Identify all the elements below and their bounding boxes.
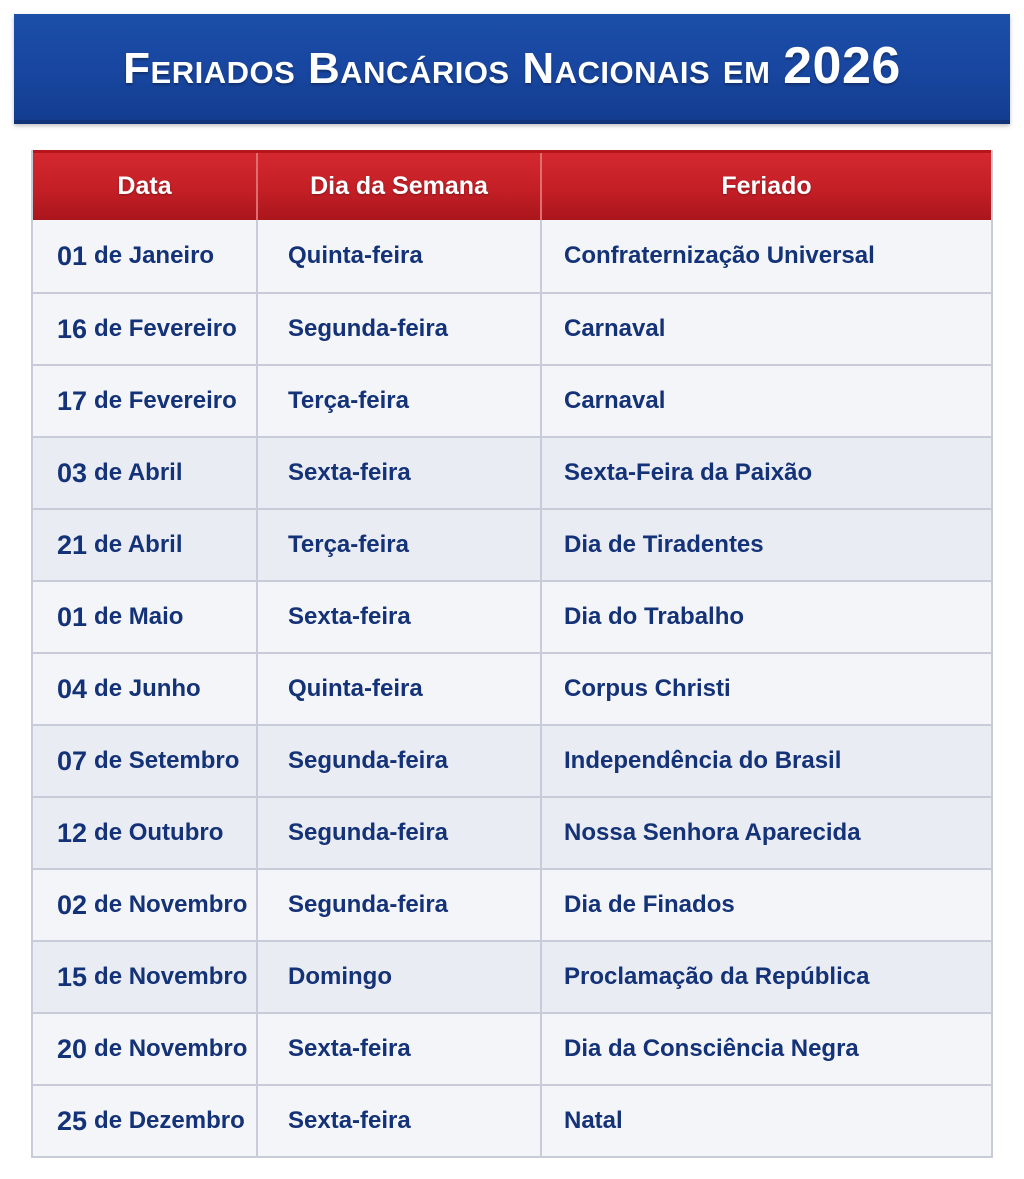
date-month: de Abril xyxy=(94,459,183,486)
date-day: 21 xyxy=(57,529,88,560)
table-body xyxy=(33,220,991,1156)
date-cell xyxy=(33,1014,258,1084)
table-row xyxy=(33,1012,991,1084)
date-month: de Maio xyxy=(94,603,184,630)
holiday-cell: Corpus Christi xyxy=(564,675,731,702)
date-cell xyxy=(33,438,258,508)
weekday-cell: Terça-feira xyxy=(258,366,542,436)
weekday-cell: Segunda-feira xyxy=(258,870,542,940)
date-month: de Fevereiro xyxy=(94,387,237,414)
date-day: 07 xyxy=(57,745,88,776)
weekday-cell: Quinta-feira xyxy=(258,654,542,724)
date-day: 02 xyxy=(57,889,88,920)
date-month: de Novembro xyxy=(94,891,248,918)
table-row xyxy=(33,508,991,580)
date-cell xyxy=(33,798,258,868)
date-day: 16 xyxy=(57,313,88,344)
weekday-cell: Terça-feira xyxy=(258,510,542,580)
date-cell xyxy=(33,654,258,724)
holiday-cell: Carnaval xyxy=(564,315,666,342)
holidays-table xyxy=(31,150,993,1158)
table-row xyxy=(33,1084,991,1156)
date-day: 01 xyxy=(57,601,88,632)
date-month: de Dezembro xyxy=(94,1107,245,1134)
date-cell xyxy=(33,870,258,940)
table-row xyxy=(33,652,991,724)
holiday-cell: Independência do Brasil xyxy=(564,747,842,774)
table-row xyxy=(33,436,991,508)
date-month: de Setembro xyxy=(94,747,240,774)
table-row xyxy=(33,580,991,652)
holiday-cell: Dia do Trabalho xyxy=(564,603,745,630)
date-month: de Janeiro xyxy=(94,242,215,269)
date-day: 12 xyxy=(57,817,88,848)
date-day: 04 xyxy=(57,673,88,704)
title-banner xyxy=(14,14,1010,124)
weekday-cell: Quinta-feira xyxy=(258,220,542,292)
date-cell xyxy=(33,294,258,364)
date-day: 20 xyxy=(57,1033,88,1064)
weekday-cell: Sexta-feira xyxy=(258,1014,542,1084)
header-date: Data xyxy=(33,153,258,220)
date-cell xyxy=(33,726,258,796)
date-cell xyxy=(33,510,258,580)
holiday-cell: Confraternização Universal xyxy=(564,242,875,269)
date-day: 25 xyxy=(57,1105,88,1136)
holiday-cell: Dia de Finados xyxy=(564,891,735,918)
header-weekday: Dia da Semana xyxy=(258,153,542,220)
date-cell xyxy=(33,582,258,652)
weekday-cell: Domingo xyxy=(258,942,542,1012)
table-row xyxy=(33,868,991,940)
weekday-cell: Segunda-feira xyxy=(258,294,542,364)
holiday-cell: Proclamação da República xyxy=(564,963,870,990)
date-month: de Fevereiro xyxy=(94,315,237,342)
date-month: de Outubro xyxy=(94,819,224,846)
table-row xyxy=(33,940,991,1012)
holiday-cell: Nossa Senhora Aparecida xyxy=(564,819,861,846)
holiday-cell: Dia de Tiradentes xyxy=(564,531,764,558)
date-month: de Novembro xyxy=(94,1035,248,1062)
date-day: 01 xyxy=(57,240,88,271)
date-month: de Abril xyxy=(94,531,183,558)
date-cell xyxy=(33,220,258,292)
holiday-cell: Sexta-Feira da Paixão xyxy=(564,459,813,486)
weekday-cell: Sexta-feira xyxy=(258,1086,542,1156)
date-cell xyxy=(33,366,258,436)
weekday-cell: Segunda-feira xyxy=(258,798,542,868)
weekday-cell: Sexta-feira xyxy=(258,582,542,652)
date-day: 15 xyxy=(57,961,88,992)
weekday-cell: Sexta-feira xyxy=(258,438,542,508)
date-day: 03 xyxy=(57,457,88,488)
date-cell xyxy=(33,1086,258,1156)
page-title-year: 2026 xyxy=(783,37,901,95)
table-header xyxy=(33,150,991,220)
holiday-cell: Dia da Consciência Negra xyxy=(564,1035,859,1062)
table-row xyxy=(33,796,991,868)
weekday-cell: Segunda-feira xyxy=(258,726,542,796)
holiday-cell: Natal xyxy=(564,1107,623,1134)
header-holiday: Feriado xyxy=(721,172,812,200)
date-month: de Junho xyxy=(94,675,201,702)
table-row xyxy=(33,724,991,796)
holiday-cell: Carnaval xyxy=(564,387,666,414)
page-title xyxy=(123,36,901,96)
page-title-text: Feriados Bancários Nacionais em xyxy=(123,44,771,93)
table-row xyxy=(33,220,991,292)
table-row xyxy=(33,292,991,364)
date-month: de Novembro xyxy=(94,963,248,990)
date-day: 17 xyxy=(57,385,88,416)
table-row xyxy=(33,364,991,436)
date-cell xyxy=(33,942,258,1012)
